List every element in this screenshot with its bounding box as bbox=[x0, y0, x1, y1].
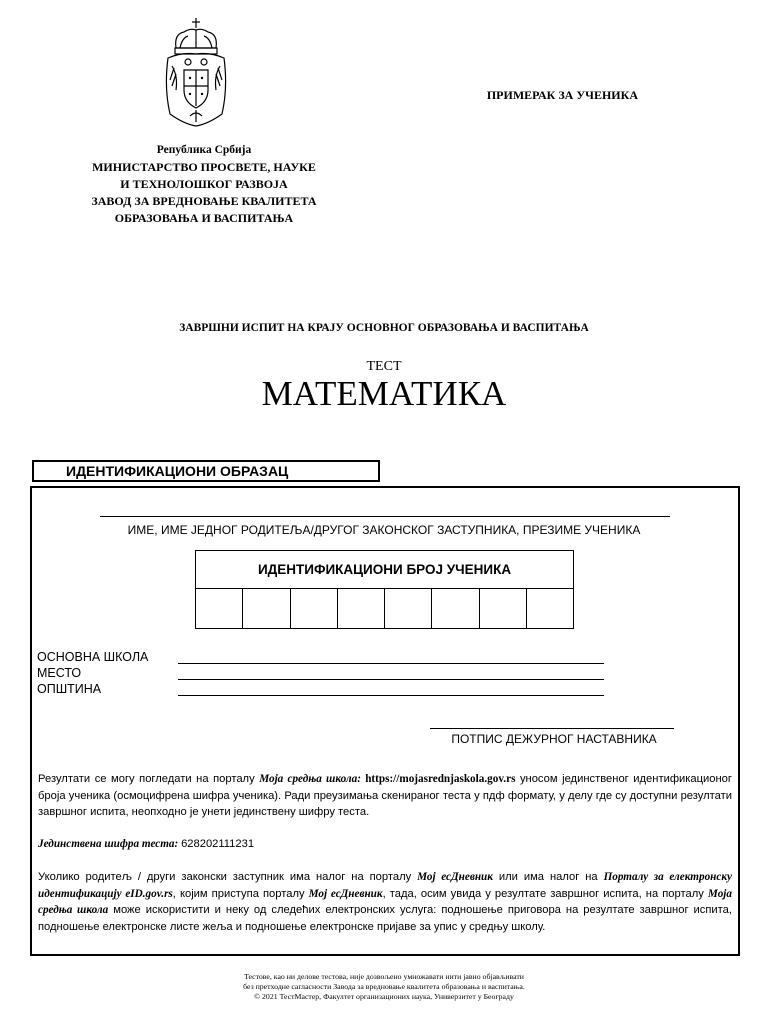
country-name: Република Србија bbox=[156, 144, 252, 156]
footer-line-1: Тестове, као ни делове тестова, није дозвољено умножавати нити јавно објављивати bbox=[244, 972, 524, 981]
id-digit-cell[interactable] bbox=[338, 589, 385, 628]
name-caption: ИМЕ, ИМЕ ЈЕДНОГ РОДИТЕЉА/ДРУГОГ ЗАКОНСКОГ ЗАСТУПНИКА, ПРЕЗИМЕ УЧЕНИКА bbox=[127, 523, 641, 537]
subject-title: МАТЕМАТИКА bbox=[261, 374, 507, 413]
signature-line[interactable] bbox=[430, 728, 674, 729]
student-id-box bbox=[195, 550, 574, 629]
test-code-label: Јединствена шифра теста: bbox=[38, 838, 182, 850]
municipality-label: ОПШТИНА bbox=[37, 682, 102, 696]
id-digit-cell[interactable] bbox=[291, 589, 338, 628]
copyright-footer bbox=[0, 972, 768, 1002]
school-field[interactable] bbox=[178, 663, 604, 664]
id-digit-cell[interactable] bbox=[196, 589, 243, 628]
institute-line-1: ЗАВОД ЗА ВРЕДНОВАЊЕ КВАЛИТЕТА bbox=[91, 194, 317, 208]
place-label: МЕСТО bbox=[37, 666, 82, 680]
id-digit-cell[interactable] bbox=[243, 589, 290, 628]
footer-line-3: © 2021 ТестМастер, Факултет организационих наука, Универзитет у Београду bbox=[254, 992, 514, 1001]
serbian-coat-of-arms-icon bbox=[164, 18, 228, 128]
name-line[interactable] bbox=[100, 516, 670, 517]
results-info-paragraph: Резултати се могу погледати на порталу Моја средња школа: https://mojasrednjaskola.gov.rs уносом јединственог идентификационог броја ученика (осмоцифрена шифра ученика). Ради преузимања скенираног теста у пдф формату, у делу где су доступни резултати завршног испита, неопходно је унети јединствену шифру теста. bbox=[38, 773, 732, 818]
ministry-line-2: И ТЕХНОЛОШКОГ РАЗВОЈА bbox=[120, 177, 288, 191]
identification-form-tab: ИДЕНТИФИКАЦИОНИ ОБРАЗАЦ bbox=[32, 460, 380, 482]
id-digit-cell[interactable] bbox=[527, 589, 573, 628]
school-label: ОСНОВНА ШКОЛА bbox=[37, 650, 149, 664]
test-code-line bbox=[38, 836, 732, 853]
id-digit-cell[interactable] bbox=[480, 589, 527, 628]
municipality-field[interactable] bbox=[178, 695, 604, 696]
copy-label: ПРИМЕРАК ЗА УЧЕНИКА bbox=[486, 88, 638, 102]
footer-line-2: без претходне сагласности Завода за вредновање квалитета образовања и васпитања. bbox=[243, 982, 525, 991]
exam-title: ЗАВРШНИ ИСПИТ НА КРАЈУ ОСНОВНОГ ОБРАЗОВАЊА И ВАСПИТАЊА bbox=[179, 322, 589, 334]
test-code-value: 628202111231 bbox=[181, 838, 255, 850]
place-field[interactable] bbox=[178, 679, 604, 680]
test-label: ТЕСТ bbox=[366, 359, 402, 374]
student-id-title: ИДЕНТИФИКАЦИОНИ БРОЈ УЧЕНИКА bbox=[196, 551, 573, 589]
services-info-paragraph: Уколико родитељ / други законски заступник има налог на порталу Мој есДневник или има налог на Порталу за електронску идентификацију eID.gov.rs, којим приступа порталу Мој есДневник, тада, осим увида у резултате завршног испита, на порталу Моја средња школа може искористити и неку од следећих електронских услуга: подношење приговора на резултате завршног испита, подношење електронске листе жеља и подношење електронске пријаве за упис у средњу школу. bbox=[38, 871, 732, 933]
institute-line-2: ОБРАЗОВАЊА И ВАСПИТАЊА bbox=[114, 211, 294, 225]
id-digit-cell[interactable] bbox=[385, 589, 432, 628]
student-id-cells bbox=[196, 589, 573, 628]
signature-caption: ПОТПИС ДЕЖУРНОГ НАСТАВНИКА bbox=[451, 732, 657, 746]
id-digit-cell[interactable] bbox=[432, 589, 479, 628]
ministry-line-1: МИНИСТАРСТВО ПРОСВЕТЕ, НАУКЕ bbox=[92, 160, 316, 174]
